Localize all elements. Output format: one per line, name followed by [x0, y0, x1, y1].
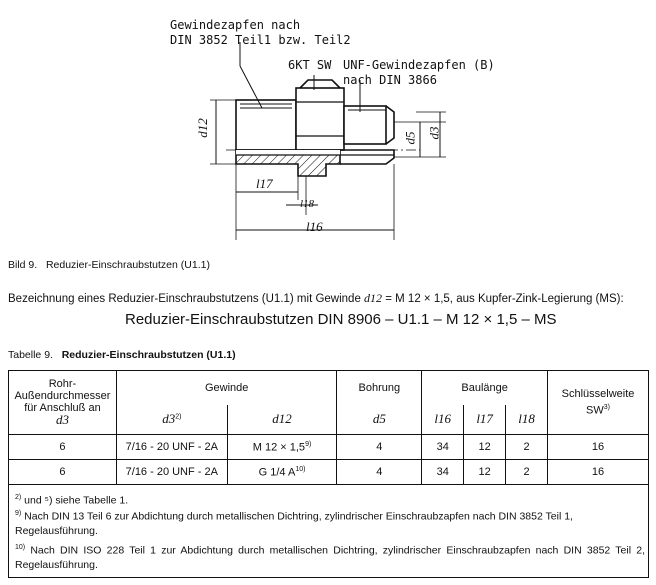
- footnote-mark: 2): [15, 494, 22, 501]
- dim-d12: d12: [194, 118, 210, 138]
- cell-d5: 4: [337, 460, 422, 485]
- spec-table: [8, 370, 649, 485]
- cell-l18: 2: [506, 435, 548, 460]
- header-bohrung: Bohrung: [337, 371, 422, 405]
- footnote-10: [15, 541, 645, 572]
- header-d3-note: 2): [175, 413, 182, 421]
- footnote-2: [15, 491, 645, 508]
- table-caption: [8, 349, 236, 361]
- cell-sw: 16: [548, 460, 649, 485]
- cell-d12-note: 9): [305, 440, 312, 448]
- designation-example: Reduzier-Einschraubstutzen DIN 8906 – U1.1 – M 12 × 1,5 – MS: [125, 311, 557, 328]
- cell-l17: 12: [464, 435, 506, 460]
- cell-d3: 7/16 - 20 UNF - 2A: [116, 435, 227, 460]
- footnote-text: Nach DIN 13 Teil 6 zur Abdichtung durch metallischen Dichtring, zylindrischer Einschraubzapfen nach DIN 3852 Teil 1, Regelausführung.: [15, 510, 573, 537]
- table-title: Reduzier-Einschraubstutzen (U1.1): [61, 349, 236, 361]
- designation-intro: [8, 291, 624, 306]
- cell-sw: 16: [548, 435, 649, 460]
- header-d3: [116, 405, 227, 435]
- header-sw-note: 3): [603, 403, 610, 411]
- table-row: [9, 460, 649, 485]
- header-baulaenge: Baulänge: [422, 371, 548, 405]
- header-schluesselweite: [548, 371, 649, 435]
- cell-l16: 34: [422, 435, 464, 460]
- cell-l16: 34: [422, 460, 464, 485]
- footnote-mark: 9): [15, 510, 22, 517]
- dim-l17: l17: [256, 176, 273, 191]
- header-l18: l18: [506, 405, 548, 435]
- cell-d12-value: M 12 × 1,5: [252, 441, 306, 454]
- cell-d12: [227, 460, 337, 485]
- figure-caption: [8, 259, 210, 271]
- header-d5: d5: [337, 405, 422, 435]
- figure-number: Bild 9.: [8, 259, 38, 271]
- header-sw-label: Schlüsselweite SW: [561, 387, 635, 417]
- dim-l18: l18: [300, 198, 315, 210]
- unf-label-line1: UNF-Gewindezapfen (B): [343, 58, 495, 72]
- cell-od: 6: [9, 435, 117, 460]
- intro-symbol: d12: [364, 291, 383, 305]
- table-number: Tabelle 9.: [8, 349, 53, 361]
- cell-od: 6: [9, 460, 117, 485]
- cell-d5: 4: [337, 435, 422, 460]
- cell-d12-note: 10): [295, 465, 306, 473]
- cell-l18: 2: [506, 460, 548, 485]
- header-od-symbol: d3: [55, 412, 69, 427]
- cell-d12: [227, 435, 337, 460]
- table-row: [9, 435, 649, 460]
- dim-d5: d5: [402, 131, 418, 145]
- dim-d3: d3: [426, 126, 442, 140]
- cell-d12-value: G 1/4 A: [258, 466, 296, 479]
- header-l16: l16: [422, 405, 464, 435]
- intro-before: Bezeichnung eines Reduzier-Einschraubstutzens (U1.1) mit Gewinde: [8, 293, 365, 305]
- figure-title: Reduzier-Einschraubstutzen (U1.1): [45, 259, 210, 271]
- header-outer-diameter: [9, 371, 117, 435]
- hex-label: 6KT SW: [288, 58, 332, 72]
- thread-label-line1: Gewindezapfen nach: [170, 18, 301, 32]
- cell-l17: 12: [464, 460, 506, 485]
- cell-d3: 7/16 - 20 UNF - 2A: [116, 460, 227, 485]
- footnote-text: Nach DIN ISO 228 Teil 1 zur Abdichtung durch metallischen Dichtring, zylindrischer Einschraubzapfen nach DIN 3852 Teil 2, Regelausführung.: [15, 544, 645, 571]
- header-outer-diameter-label: Rohr- Außendurchmesser für Anschluß an: [14, 378, 111, 414]
- intro-after: = M 12 × 1,5, aus Kupfer-Zink-Legierung (MS):: [382, 293, 624, 305]
- thread-label-line2: DIN 3852 Teil1 bzw. Teil2: [170, 33, 351, 47]
- header-gewinde: Gewinde: [116, 371, 336, 405]
- dim-l16: l16: [306, 219, 323, 234]
- unf-label-line2: nach DIN 3866: [343, 73, 437, 87]
- header-d12: d12: [227, 405, 337, 435]
- footnote-text: und ⁵) siehe Tabelle 1.: [21, 494, 129, 507]
- footnote-9: [15, 507, 645, 538]
- header-l17: l17: [464, 405, 506, 435]
- footnote-mark: 10): [15, 544, 26, 551]
- footnotes: [8, 485, 649, 578]
- header-d3-symbol: d3: [162, 411, 176, 427]
- table-header-row: [9, 371, 649, 405]
